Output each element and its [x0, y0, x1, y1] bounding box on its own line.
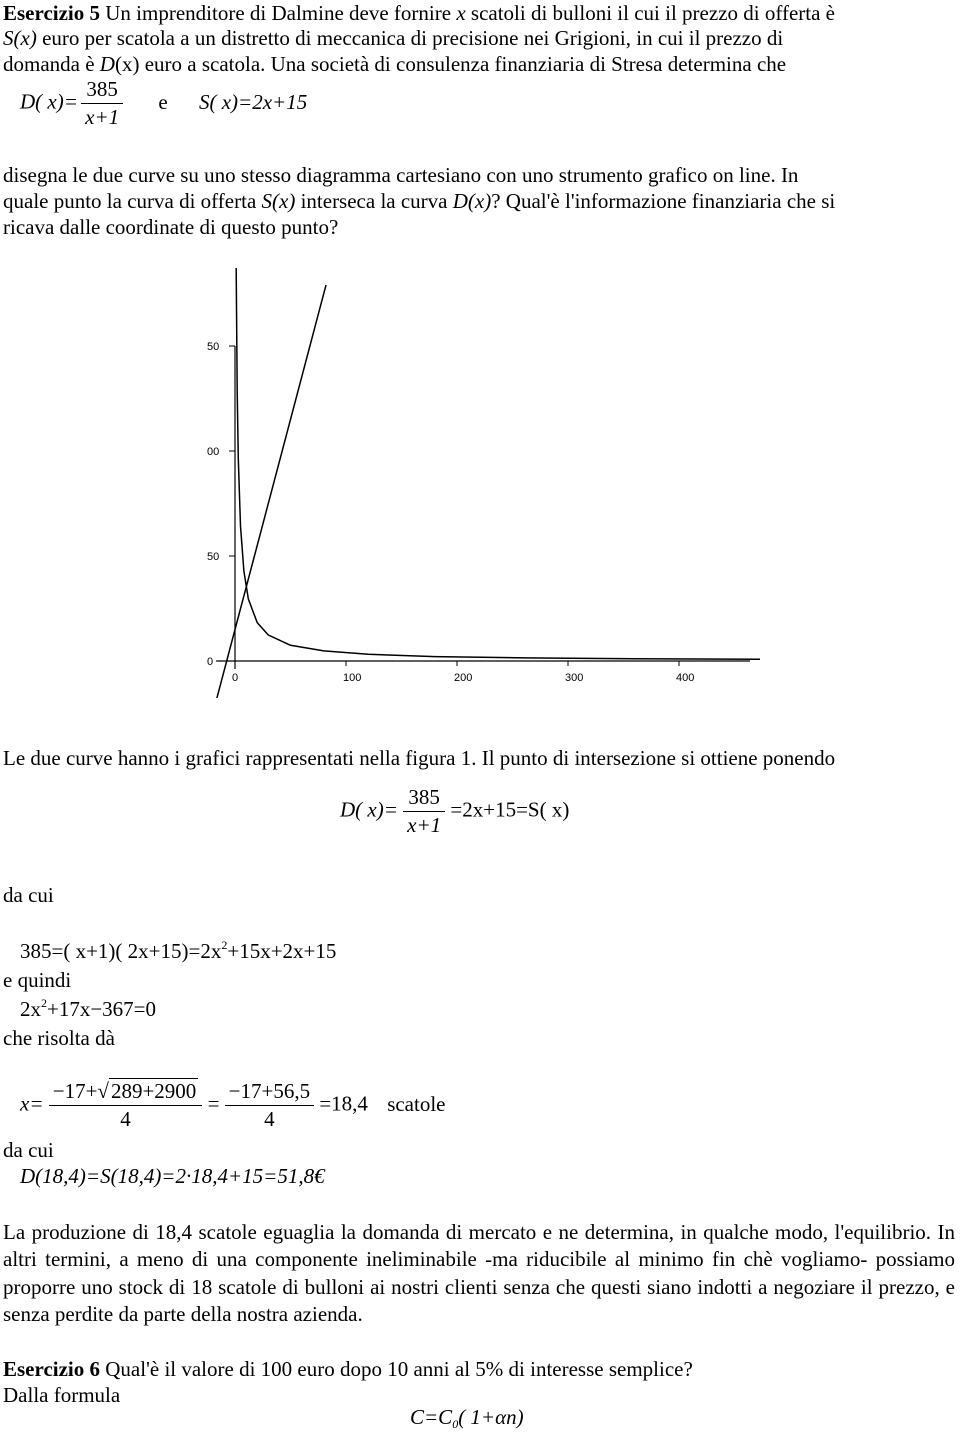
simple-interest-formula: $C=C_0$( 1+αn): [410, 1405, 524, 1431]
exercise-5-heading: Esercizio 5: [3, 1, 101, 25]
x-tick-label: 400: [676, 672, 695, 684]
y-tick-label: 0: [207, 656, 214, 668]
task-line-3: ricava dalle coordinate di questo punto?: [3, 215, 339, 239]
equation-quadratic: $2x^2+17x-367=0$: [20, 996, 157, 1021]
y-tick-label: 50: [207, 551, 220, 563]
exercise-5-line-2: S(x) euro per scatola a un distretto di meccanica di precisione nei Grigioni, in cui il prezzo di: [3, 26, 784, 50]
demand-curve: [235, 268, 760, 659]
conclusion-paragraph: La produzione di 18,4 scatole eguaglia la domanda di mercato e ne determina, in qualche modo, l'equilibrio. In altri termini, a meno di una componente ineliminabile -ma riducibile al minimo fin chè vogliamo- possiamo proporre uno stock di 18 scatole di bulloni ai nostri clienti senza che questi siano indotti a negoziare il prezzo, e senza perdite da parte della nostra azienda.: [3, 1220, 955, 1326]
y-tick-label: 00: [207, 446, 220, 458]
exercise-6-heading: Esercizio 6: [3, 1357, 101, 1381]
y-tick-label: 50: [207, 341, 220, 353]
exercise-5-line-3: domanda è D(x) euro a scatola. Una società di consulenza finanziaria di Stresa determina che: [3, 52, 787, 76]
supply-line: [211, 285, 326, 698]
da-cui-1: da cui: [3, 883, 54, 907]
equation-intersection: D( x)= $\frac{385}{x+1}$ =2x+15=S( x): [340, 784, 569, 840]
demand-fraction: $\frac{385}{x+1}$: [81, 76, 123, 132]
che-risolta: che risolta dà: [3, 1026, 115, 1050]
exercise-6-line-1: Esercizio 6 Qual'è il valore di 100 euro dopo 10 anni al 5% di interesse semplice?: [3, 1357, 693, 1381]
equation-fraction: $\frac{385}{x+1}$: [403, 784, 445, 840]
x-tick-label: 100: [343, 672, 362, 684]
x-tick-label: 200: [454, 672, 473, 684]
x-tick-label: 0: [232, 672, 239, 684]
task-line-2: quale punto la curva di offerta S(x) interseca la curva D(x)? Qual'è l'informazione finanziaria che si: [3, 189, 836, 213]
da-cui-2: da cui: [3, 1138, 54, 1162]
equation-solution: x= $\frac{-17+√289+2900}{4}$ = $\frac{-17+56,5}{4}$ =18,4 scatole: [20, 1078, 446, 1134]
x-tick-label: 300: [565, 672, 584, 684]
solution-fraction-2: $\frac{-17+56,5}{4}$: [225, 1078, 314, 1134]
equation-expansion: 385=( x+1)( $2x+15)=2x^2+15x+2x+15$: [20, 938, 337, 963]
e-quindi: e quindi: [3, 968, 72, 992]
solution-paragraph-1: Le due curve hanno i grafici rappresentati nella figura 1. Il punto di intersezione si ottiene ponendo: [3, 746, 836, 770]
exercise-5-line-1: Esercizio 5 Un imprenditore di Dalmine deve fornire x scatoli di bulloni il cui il prezzo di offerta è: [3, 1, 835, 25]
equation-price: D(18,4)=S(18,4)=2·18,4+15=51,8€: [20, 1164, 325, 1188]
intersection-chart: [195, 268, 760, 698]
solution-fraction-1: $\frac{-17+√289+2900}{4}$: [49, 1078, 203, 1134]
demand-supply-formulas: D( x)= $\frac{385}{x+1}$ e S( x)=2x+15: [20, 76, 307, 132]
task-line-1: disegna le due curve su uno stesso diagramma cartesiano con uno strumento grafico on line. In: [3, 163, 799, 187]
dalla-formula: Dalla formula: [3, 1383, 121, 1407]
